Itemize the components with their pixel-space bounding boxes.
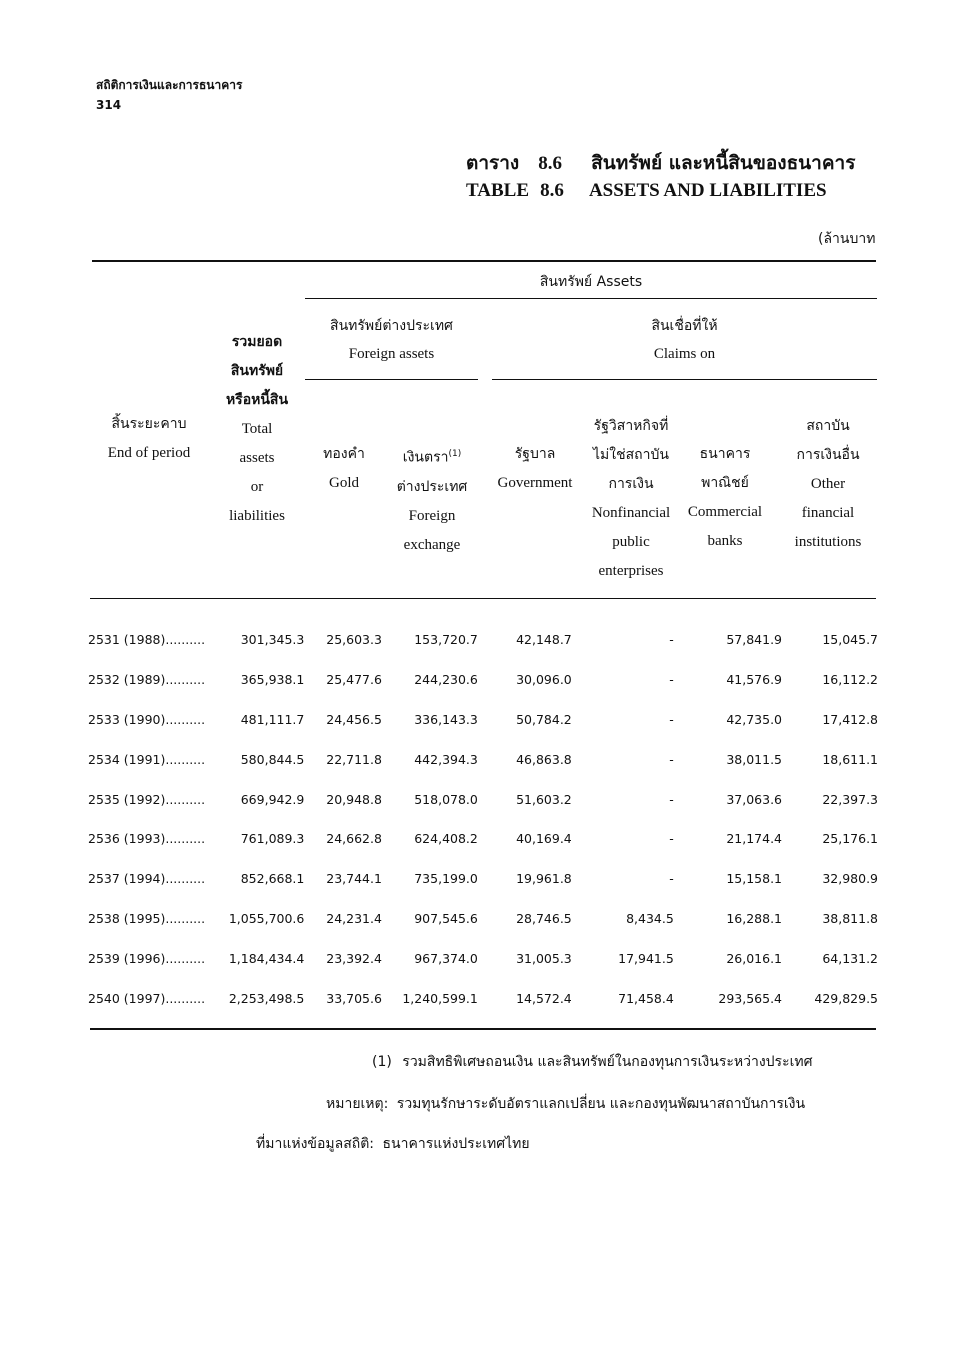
assets-group-header	[305, 268, 877, 296]
cell-gov: 19,961.8	[516, 871, 572, 887]
cell-cb: 15,158.1	[726, 871, 782, 887]
cell-fx: 1,240,599.1	[402, 990, 478, 1006]
cell-nfpe: -	[669, 672, 674, 688]
cell-gold: 25,603.3	[326, 632, 382, 648]
foreign-assets-th: สินทรัพย์ต่างประเทศ	[330, 318, 453, 334]
claims-on-th: สินเชื่อที่ให้	[651, 318, 718, 334]
table-row	[88, 938, 878, 978]
cell-ofi: 64,131.2	[822, 950, 878, 966]
cell-ofi: 429,829.5	[814, 990, 878, 1006]
cell-gold: 25,477.6	[326, 672, 382, 688]
cell-ofi: 17,412.8	[822, 711, 878, 727]
remark-label: หมายเหตุ:	[326, 1096, 389, 1112]
fx-header-en2: exchange	[403, 536, 461, 553]
nfpe-header-th1: รัฐวิสาหกิจที่	[593, 418, 669, 434]
source-note	[256, 1132, 530, 1156]
foreign-assets-en: Foreign assets	[348, 346, 435, 362]
cell-gold: 24,456.5	[326, 711, 382, 727]
cell-nfpe: -	[669, 871, 674, 887]
nfpe-header-th2: ไม่ใช่สถาบัน	[593, 447, 669, 463]
cell-period: 2539 (1996)..........	[88, 950, 206, 966]
cb-column-header	[680, 440, 770, 556]
cell-period: 2533 (1990)..........	[88, 711, 206, 727]
cell-fx: 907,545.6	[414, 910, 478, 926]
ofi-header-en3: institutions	[794, 534, 862, 550]
period-column-header	[90, 410, 208, 468]
gold-header-th: ทองคำ	[323, 446, 365, 462]
claims-on-header	[492, 312, 877, 368]
ofi-header-th1: สถาบัน	[806, 418, 850, 434]
table-row	[88, 819, 878, 859]
table-title-thai	[466, 148, 855, 178]
cell-ofi: 18,611.1	[822, 751, 878, 767]
cell-gov: 50,784.2	[516, 711, 572, 727]
cell-ofi: 25,176.1	[822, 831, 878, 847]
cell-fx: 442,394.3	[414, 751, 478, 767]
cell-period: 2537 (1994)..........	[88, 871, 206, 887]
table-row	[88, 859, 878, 899]
gov-column-header	[486, 440, 584, 498]
assets-header-text: สินทรัพย์ Assets	[539, 274, 643, 290]
cell-period: 2540 (1997)..........	[88, 990, 206, 1006]
foreign-assets-header	[305, 312, 478, 368]
cell-fx: 336,143.3	[414, 711, 478, 727]
remark-note	[326, 1092, 805, 1116]
cell-total: 481,111.7	[240, 711, 305, 727]
title-number-th: 8.6	[538, 153, 563, 174]
ofi-header-th2: การเงินอื่น	[796, 447, 860, 463]
cell-cb: 293,565.4	[718, 990, 782, 1006]
cell-gov: 42,148.7	[516, 632, 572, 648]
title-number-en: 8.6	[540, 180, 564, 201]
cb-header-en2: banks	[707, 533, 743, 549]
title-text-en: ASSETS AND LIABILITIES	[588, 180, 827, 201]
total-header-en4: liabilities	[229, 508, 285, 524]
footnote-1-marker: (1)	[372, 1054, 392, 1070]
page-number: 314	[96, 98, 122, 112]
foreign-assets-rule	[305, 379, 478, 380]
cell-period: 2536 (1993)..........	[88, 831, 206, 847]
header-bottom-rule	[90, 598, 876, 599]
cell-gov: 46,863.8	[516, 751, 572, 767]
cell-fx: 967,374.0	[414, 950, 478, 966]
cell-gold: 24,662.8	[326, 831, 382, 847]
nfpe-header-en3: enterprises	[598, 563, 664, 579]
claims-on-en: Claims on	[653, 346, 716, 362]
cell-cb: 41,576.9	[726, 672, 782, 688]
table-row	[88, 660, 878, 700]
cell-gov: 14,572.4	[516, 990, 572, 1006]
cell-cb: 42,735.0	[726, 711, 782, 727]
source-label: ที่มาแห่งข้อมูลสถิติ:	[256, 1136, 375, 1152]
cell-gov: 51,603.2	[516, 791, 572, 807]
table-bottom-rule	[90, 1028, 876, 1030]
total-header-th3: หรือหนี้สิน	[225, 392, 289, 408]
footnote-1	[372, 1050, 813, 1074]
cell-total: 852,668.1	[240, 871, 305, 887]
assets-group-rule	[305, 298, 877, 299]
nfpe-header-th3: การเงิน	[608, 476, 654, 492]
cell-cb: 38,011.5	[726, 751, 782, 767]
cell-gold: 20,948.8	[326, 791, 382, 807]
claims-on-rule	[492, 379, 877, 380]
cell-ofi: 22,397.3	[822, 791, 878, 807]
footnote-1-text: รวมสิทธิพิเศษถอนเงิน และสินทรัพย์ในกองทุนการเงินระหว่างประเทศ	[402, 1054, 813, 1070]
cell-period: 2532 (1989)..........	[88, 672, 206, 688]
table-row	[88, 779, 878, 819]
title-text-th: สินทรัพย์ และหนี้สินของธนาคาร	[591, 152, 856, 174]
cell-total: 669,942.9	[240, 791, 305, 807]
cell-ofi: 38,811.8	[822, 910, 878, 926]
cell-fx: 624,408.2	[414, 831, 478, 847]
cell-nfpe: 71,458.4	[618, 990, 674, 1006]
cell-ofi: 15,045.7	[822, 632, 878, 648]
fx-column-header	[385, 440, 479, 560]
cell-cb: 16,288.1	[726, 910, 782, 926]
gold-column-header	[305, 440, 383, 498]
cell-nfpe: -	[669, 791, 674, 807]
cell-total: 2,253,498.5	[228, 990, 305, 1006]
table-title-english	[466, 180, 827, 202]
cell-nfpe: -	[669, 711, 674, 727]
cell-nfpe: 17,941.5	[618, 950, 674, 966]
cell-fx: 518,078.0	[414, 791, 478, 807]
cell-fx: 244,230.6	[414, 672, 478, 688]
table-row	[88, 620, 878, 660]
cell-fx: 153,720.7	[414, 632, 478, 648]
table-row	[88, 700, 878, 740]
period-header-en: End of period	[107, 445, 191, 461]
cell-gold: 33,705.6	[326, 990, 382, 1006]
cell-period: 2534 (1991)..........	[88, 751, 206, 767]
fx-header-th2: ต่างประเทศ	[396, 478, 468, 495]
cell-nfpe: -	[669, 751, 674, 767]
cell-period: 2535 (1992)..........	[88, 791, 206, 807]
ofi-header-en2: financial	[801, 505, 855, 521]
table-body	[88, 620, 878, 1018]
period-header-th: สิ้นระยะคาบ	[111, 416, 187, 432]
cell-total: 1,055,700.6	[228, 910, 305, 926]
cell-period: 2538 (1995)..........	[88, 910, 206, 926]
ofi-header-en1: Other	[810, 476, 846, 492]
cell-total: 365,938.1	[240, 672, 305, 688]
cell-nfpe: -	[669, 831, 674, 847]
fx-header-th1: เงินตรา	[402, 449, 449, 466]
title-label-en: TABLE	[466, 180, 530, 201]
source-text: ธนาคารแห่งประเทศไทย	[382, 1136, 530, 1152]
cb-header-th2: พาณิชย์	[701, 475, 749, 491]
cb-header-en1: Commercial	[687, 504, 763, 520]
cell-cb: 57,841.9	[726, 632, 782, 648]
cell-gov: 40,169.4	[516, 831, 572, 847]
total-header-en3: or	[250, 479, 264, 495]
table-top-rule	[92, 260, 876, 262]
cell-gold: 23,744.1	[326, 871, 382, 887]
cell-ofi: 32,980.9	[822, 871, 878, 887]
cell-gov: 31,005.3	[516, 950, 572, 966]
cell-gold: 24,231.4	[326, 910, 382, 926]
unit-label: (ล้านบาท	[818, 231, 876, 247]
gold-header-en: Gold	[329, 475, 359, 491]
cell-gold: 23,392.4	[326, 950, 382, 966]
nfpe-column-header	[584, 412, 678, 586]
cell-nfpe: 8,434.5	[626, 910, 674, 926]
table-row	[88, 899, 878, 939]
cell-fx: 735,199.0	[414, 871, 478, 887]
cell-ofi: 16,112.2	[822, 672, 878, 688]
cell-gov: 28,746.5	[516, 910, 572, 926]
cell-period: 2531 (1988)..........	[88, 632, 206, 648]
cell-cb: 37,063.6	[726, 791, 782, 807]
cell-total: 761,089.3	[240, 831, 305, 847]
gov-header-en: Government	[497, 475, 573, 491]
cb-header-th1: ธนาคาร	[699, 446, 751, 462]
ofi-column-header	[778, 412, 878, 557]
cell-total: 580,844.5	[240, 751, 305, 767]
table-row	[88, 978, 878, 1018]
cell-cb: 26,016.1	[726, 950, 782, 966]
title-label-th: ตาราง	[466, 152, 520, 174]
assets-liabilities-table	[88, 620, 878, 1018]
cell-cb: 21,174.4	[726, 831, 782, 847]
total-header-th1: รวมยอด	[231, 334, 283, 350]
total-header-th2: สินทรัพย์	[230, 363, 284, 379]
gov-header-th: รัฐบาล	[514, 446, 556, 462]
cell-total: 1,184,434.4	[228, 950, 305, 966]
cell-nfpe: -	[669, 632, 674, 648]
total-column-header	[212, 328, 302, 531]
cell-total: 301,345.3	[240, 632, 305, 648]
table-row	[88, 739, 878, 779]
total-header-en1: Total	[241, 421, 273, 437]
running-header-title: สถิติการเงินและการธนาคาร	[96, 78, 243, 92]
nfpe-header-en2: public	[612, 534, 650, 550]
cell-gold: 22,711.8	[326, 751, 382, 767]
fx-footnote-marker: (1)	[448, 449, 462, 459]
remark-text: รวมทุนรักษาระดับอัตราแลกเปลี่ยน และกองทุนพัฒนาสถาบันการเงิน	[396, 1096, 806, 1112]
fx-header-en1: Foreign	[408, 507, 456, 524]
nfpe-header-en1: Nonfinancial	[591, 505, 671, 521]
cell-gov: 30,096.0	[516, 672, 572, 688]
total-header-en2: assets	[239, 450, 275, 466]
